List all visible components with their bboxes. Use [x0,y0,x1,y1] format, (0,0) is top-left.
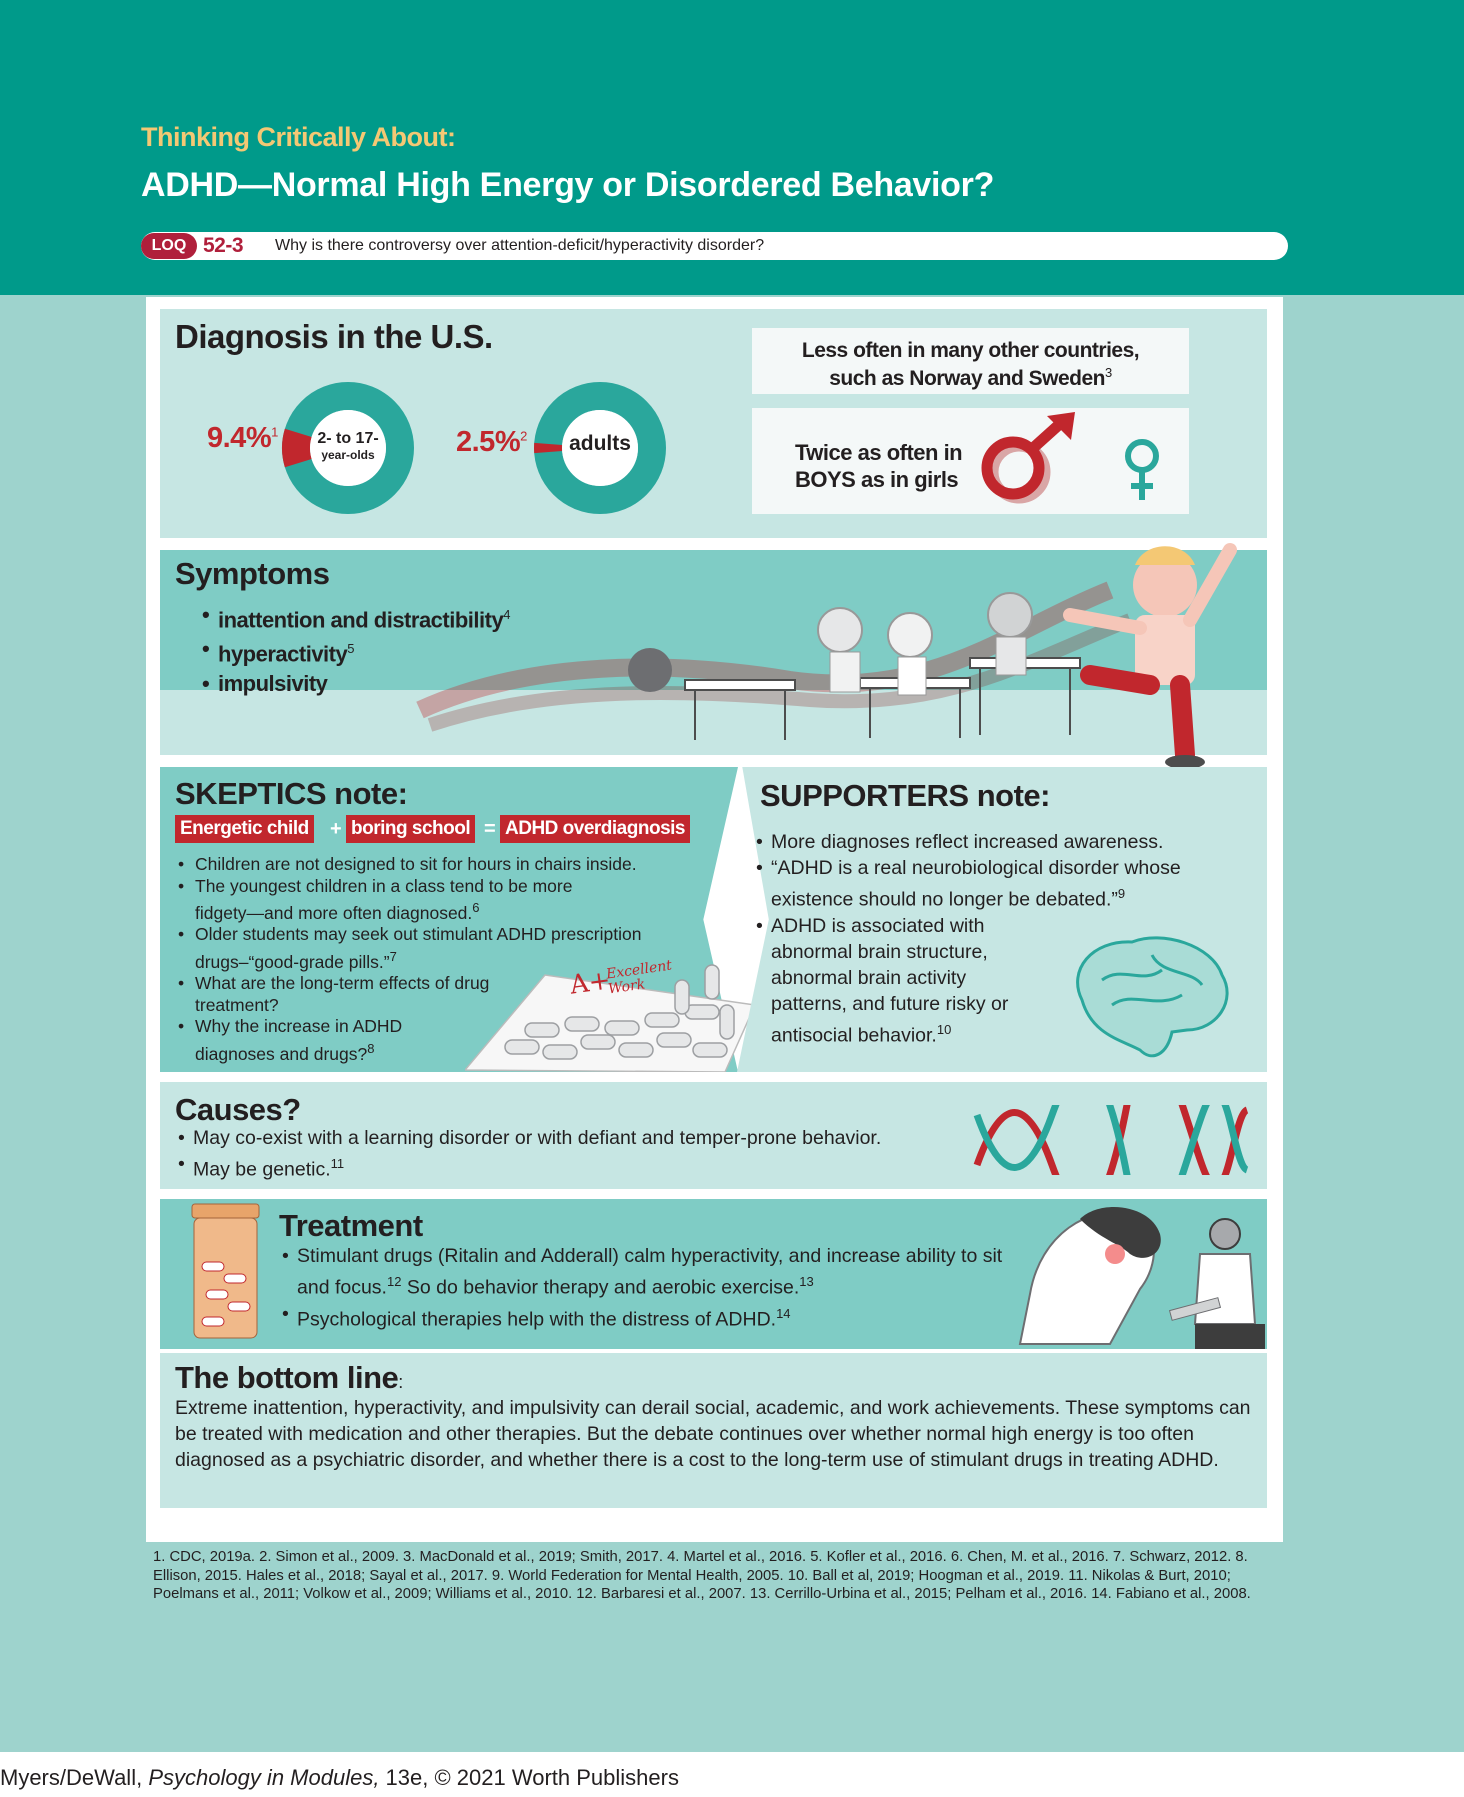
equation-adhd-overdiagnosis: ADHD overdiagnosis [500,815,690,843]
children-percent: 9.4%$^1$ [207,422,278,454]
cause-item: • May be genetic.$^{11}$ [193,1151,881,1183]
kicker: Thinking Critically About: [141,122,456,152]
loq-badge: LOQ [141,233,197,259]
bottom-line-title: The bottom line: [175,1360,403,1395]
supporter-item: • “ADHD is a real neurobiological disorder whose existence should no longer be debated.”$^9$ [771,855,1251,913]
bottom-line-text: Extreme inattention, hyperactivity, and impulsivity can derail social, academic, and work achievements. These symptoms can be treated with medication and other therapies. But the debate continues over whether normal high energy is too often diagnosed as a psychiatric disorder, and whether there is a cost to the long-term use of stimulant drugs in treating ADHD. [175,1397,1251,1471]
cause-item: • May co-exist with a learning disorder or with defiant and temper-prone behavior. [193,1125,881,1151]
symptom-item: • impulsivity [218,669,510,698]
supporter-item: • ADHD is associated with abnormal brain structure, abnormal brain activity patterns, and future risky or antisocial behavior.$^{10}$ [771,913,1041,1049]
treatment-list [297,1243,1017,1332]
children-donut-share [296,433,298,463]
skeptic-item: • Children are not designed to sit for hours in chairs inside. [193,854,733,876]
male-symbol-icon [977,412,1107,512]
pill-bottle-icon [188,1202,263,1342]
equation-equals: = [484,818,496,840]
diagnosis-title: Diagnosis in the U.S. [175,318,493,355]
adults-label: adults [569,432,631,455]
therapy-illustration [1010,1194,1267,1349]
supporters-title: SUPPORTERS note: [760,778,1050,813]
skeptic-item: • Older students may seek out stimulant ADHD prescription drugs–“good-grade pills.”$^7$ [193,924,713,973]
classroom-illustration [410,510,1270,770]
boys-text: Twice as often in BOYS as in girls [795,440,963,492]
adults-percent: 2.5%$^2$ [456,426,527,458]
references: 1. CDC, 2019a. 2. Simon et al., 2009. 3. MacDonald et al., 2019; Smith, 2017. 4. Martel et al., 2016. 5. Kofler et al., 2016. 6. Chen, M. et al., 2016. 7. Schwarz, 2012. 8. Ellison, 2015. Hales et al., 2018; Sayal et al., 2017. 9. World Federation for Mental Health, 2005. 10. Ball et al, 2019; Hoogman et al., 2019. 11. Nikolas & Burt, 2010; Poelmans et al., 2011; Volkow et al., 2009; Williams et al., 2010. 12. Barbaresi et al., 2007. 13. Cerrillo-Urbina et al., 2015; Pelham et al., 2016. 14. Fabiano et al., 2008. [153,1549,1251,1603]
treatment-item: • Psychological therapies help with the distress of ADHD.$^{14}$ [297,1301,1017,1333]
causes-list [193,1125,881,1183]
brain-icon [1062,930,1237,1070]
female-symbol-icon [1117,434,1167,506]
loq-question: Why is there controversy over attention-deficit/hyperactivity disorder? [275,237,765,254]
equation-plus: + [330,818,342,840]
skeptic-item: • The youngest children in a class tend to be more fidgety—and more often diagnosed.$^6$ [193,876,623,925]
equation-energetic-child: Energetic child [175,815,314,843]
symptoms-title: Symptoms [175,556,330,591]
treatment-item: • Stimulant drugs (Ritalin and Adderall) calm hyperactivity, and increase ability to sit and focus.$^{12}$ So do behavior therapy and aerobic exercise.$^{13}$ [297,1243,1017,1301]
treatment-title: Treatment [279,1208,423,1243]
paper-comment: Excellent Work [605,957,673,998]
boys-box [752,408,1189,514]
footer-credit: Myers/DeWall, Psychology in Modules, 13e, © 2021 Worth Publishers [0,1765,679,1790]
supporter-item: • More diagnoses reflect increased awareness. [771,829,1261,855]
skeptics-list [193,854,733,1065]
equation-boring-school: boring school [346,815,475,843]
skeptic-item: • Why the increase in ADHD diagnoses and drugs?$^8$ [193,1016,443,1065]
dna-icon [972,1105,1252,1175]
skeptic-item: • What are the long-term effects of drug treatment? [193,973,493,1016]
symptom-item: • hyperactivity$^5$ [218,634,510,668]
loq-number: 52-3 [203,234,244,257]
symptom-item: • inattention and distractibility$^4$ [218,600,510,634]
skeptics-title: SKEPTICS note: [175,776,408,811]
causes-title: Causes? [175,1092,301,1127]
page-title: ADHD—Normal High Energy or Disordered Behavior? [141,166,995,204]
other-countries-box: Less often in many other countries, such as Norway and Sweden$^3$ [752,328,1189,394]
hyperactive-boy [1070,546,1230,769]
paper-grade: A+ [568,965,613,1001]
children-label: 2- to 17- year-olds [317,430,379,462]
